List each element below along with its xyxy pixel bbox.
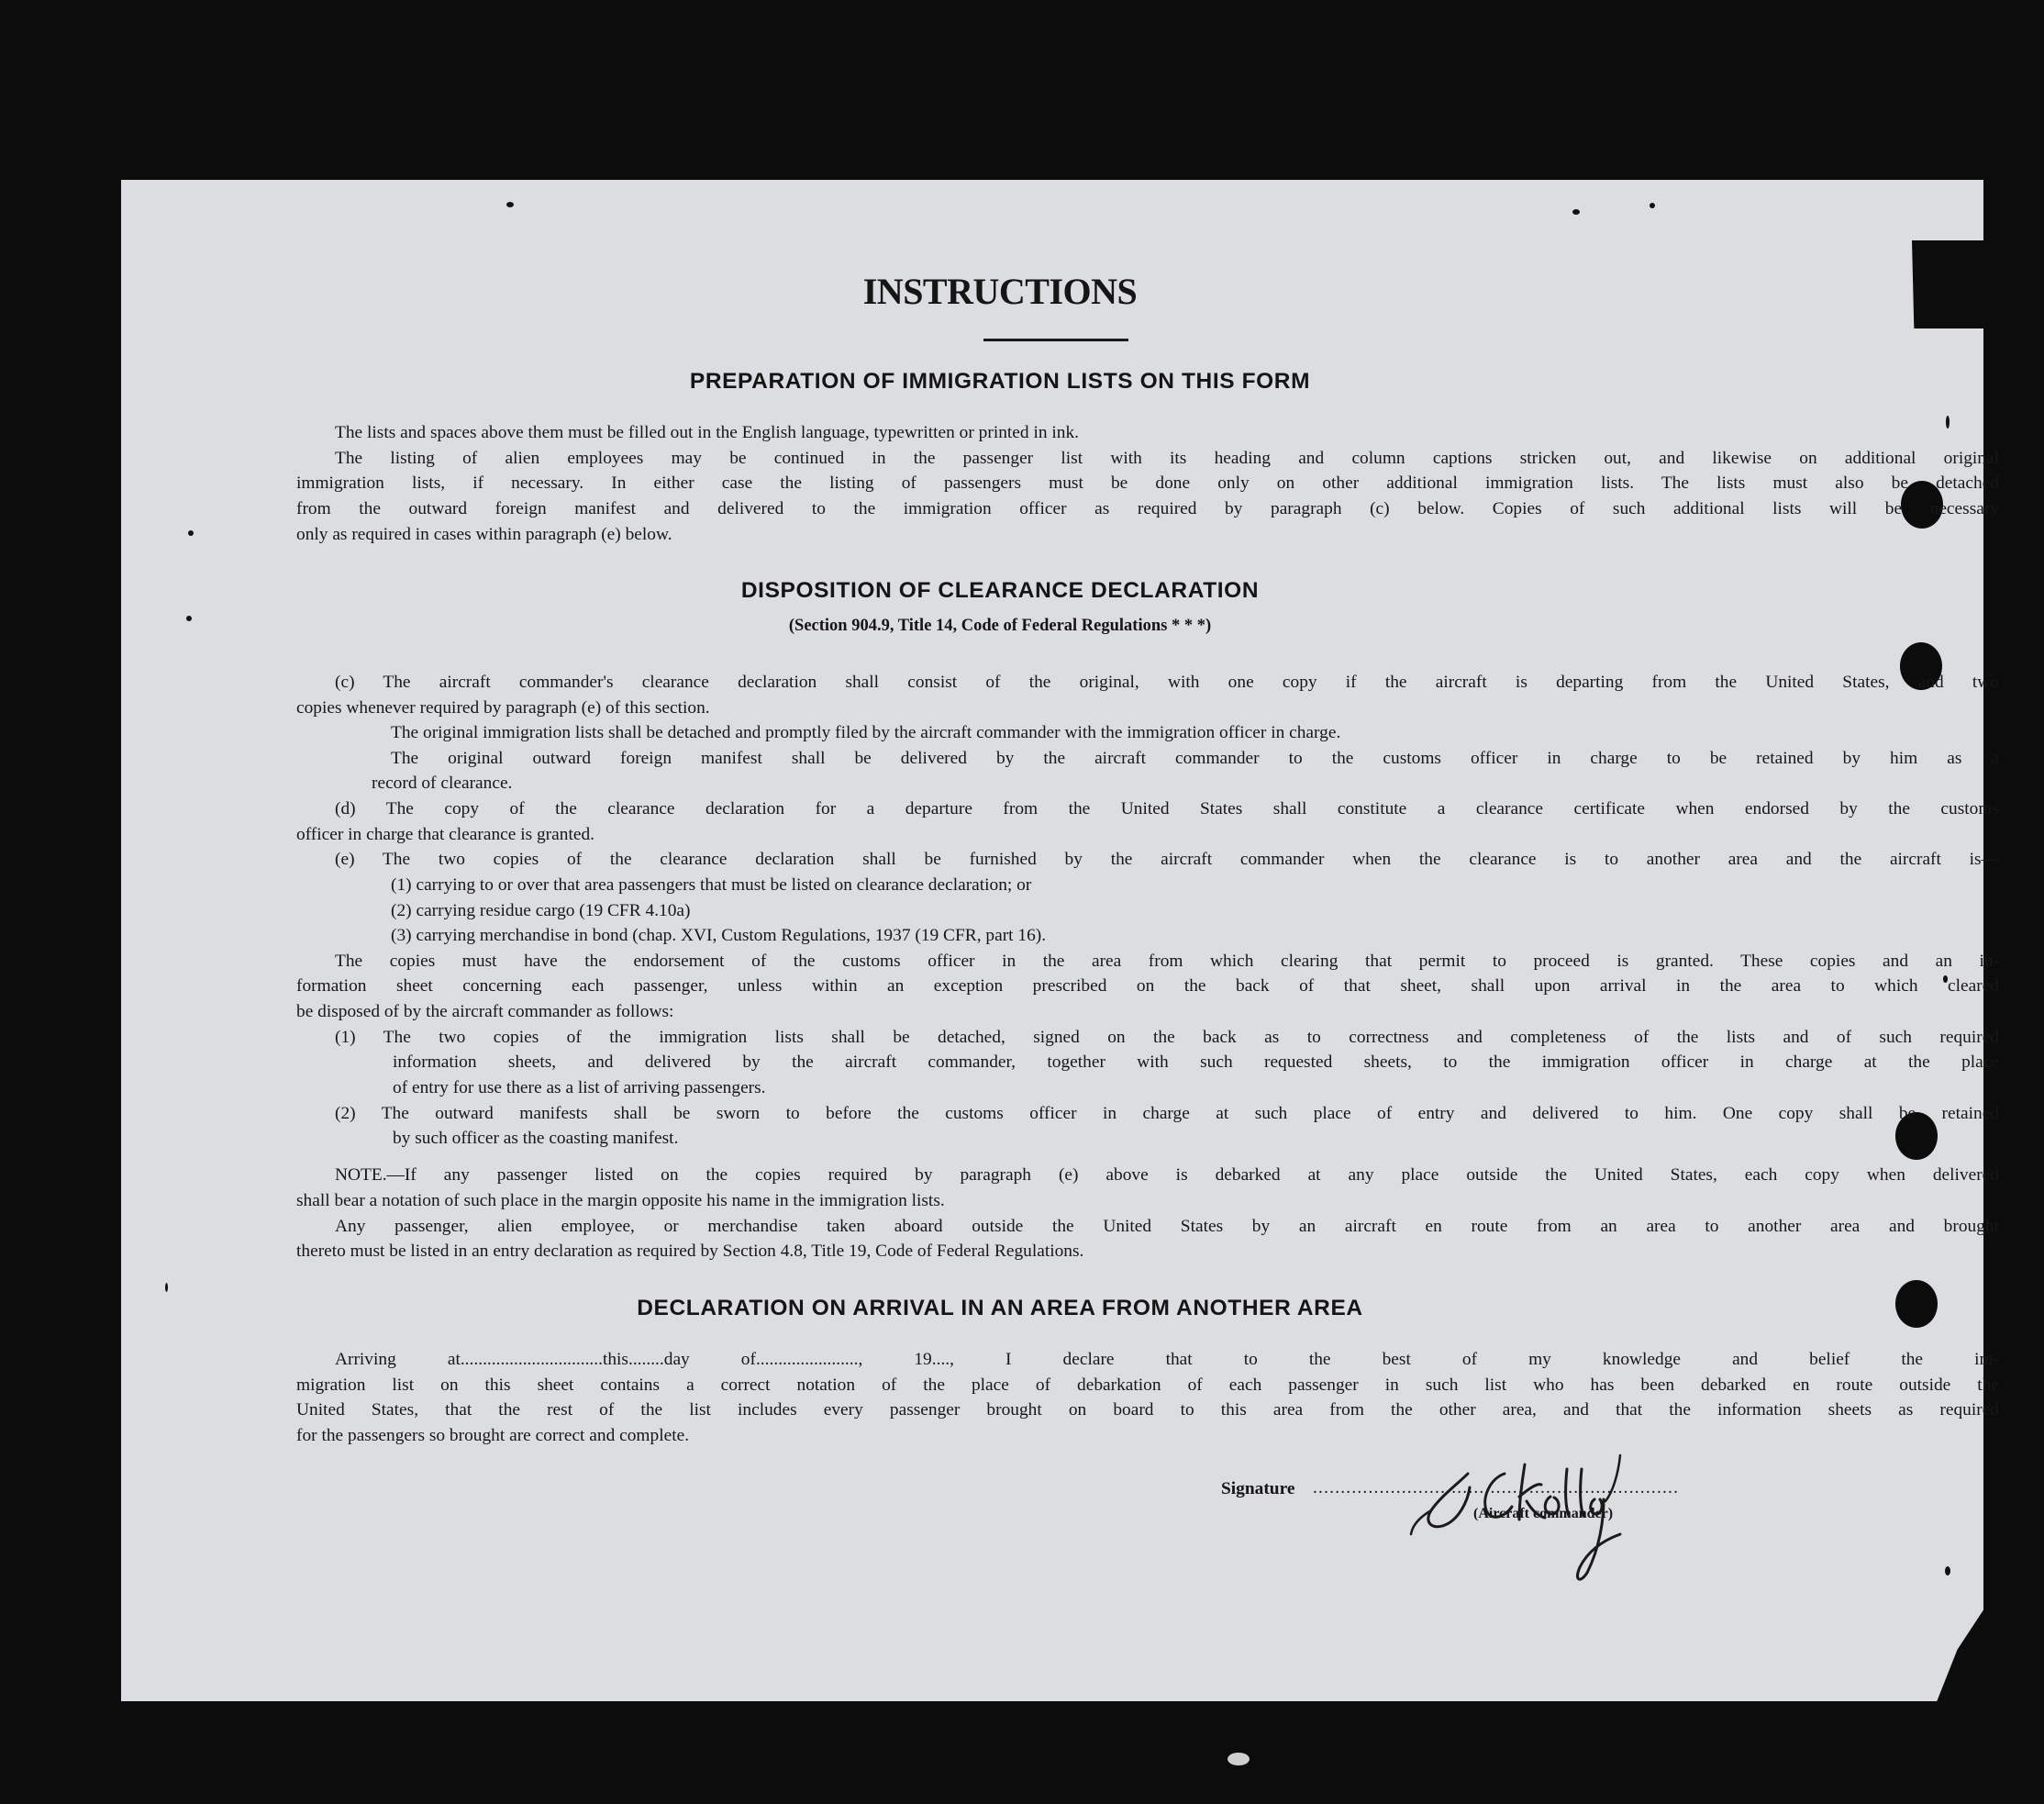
- speck: [1945, 1566, 1950, 1576]
- text-line: The original outward foreign manifest shall be delivered by the aircraft commander to the customs officer in charge to be retained by him as a: [391, 749, 1999, 768]
- text-line: copies whenever required by paragraph (e) of this section.: [296, 698, 710, 718]
- text-line: The copies must have the endorsement of the customs officer in the area from which clearing that permit to proceed is granted. These copies and an in-: [335, 952, 1999, 971]
- text-line: from the outward foreign manifest and delivered to the immigration officer as required by paragraph (c) below. Copies of such additional lists will be necessary: [296, 499, 1999, 518]
- speck: [1650, 203, 1655, 208]
- text-line: The listing of alien employees may be continued in the passenger list with its heading and column captions stricken out, and likewise on additional original: [335, 449, 1999, 468]
- section-heading-declaration: DECLARATION ON ARRIVAL IN AN AREA FROM ANOTHER AREA: [637, 1296, 1363, 1320]
- text-line: for the passengers so brought are correct and complete.: [296, 1426, 690, 1445]
- punch-hole-4: [1895, 1280, 1938, 1328]
- text-line: be disposed of by the aircraft commander as follows:: [296, 1002, 674, 1021]
- text-line: (2) carrying residue cargo (19 CFR 4.10a): [391, 901, 691, 920]
- text-line: Arriving at................................this........day of......................., 19...., I declare that to the best of my knowledge and belief the im-: [335, 1350, 1999, 1369]
- text-line: migration list on this sheet contains a correct notation of the place of debarkation of each passenger in such list who has been debarked en route outside the: [296, 1375, 1999, 1395]
- text-line: shall bear a notation of such place in the margin opposite his name in the immigration lists.: [296, 1191, 945, 1210]
- speck: [1946, 416, 1950, 429]
- text-line: officer in charge that clearance is granted.: [296, 825, 594, 844]
- text-line: thereto must be listed in an entry declaration as required by Section 4.8, Title 19, Code of Federal Regulations.: [296, 1242, 1084, 1261]
- text-line: The lists and spaces above them must be filled out in the English language, typewritten or printed in ink.: [335, 423, 1079, 442]
- text-line: only as required in cases within paragraph (e) below.: [296, 525, 672, 544]
- text-line: Any passenger, alien employee, or merchandise taken aboard outside the United States by an aircraft en route from an area to another area and brought: [335, 1217, 1999, 1236]
- text-line: (3) carrying merchandise in bond (chap. XVI, Custom Regulations, 1937 (19 CFR, part 16).: [391, 926, 1047, 945]
- signature-dotted-line: ..................................................................: [1313, 1478, 1680, 1498]
- signature-label: Signature: [1221, 1479, 1295, 1498]
- section-heading-disposition: DISPOSITION OF CLEARANCE DECLARATION: [740, 578, 1260, 603]
- text-line: of entry for use there as a list of arriving passengers.: [393, 1078, 766, 1097]
- speck: [188, 530, 194, 536]
- signature-caption: (Aircraft commander): [1473, 1506, 1614, 1521]
- speck: [1228, 1753, 1250, 1765]
- text-line: by such officer as the coasting manifest.: [393, 1129, 679, 1148]
- text-line: (c) The aircraft commander's clearance declaration shall consist of the original, with one copy if the aircraft is departing from the United States, and two: [335, 673, 1999, 692]
- text-line: formation sheet concerning each passenger, unless within an exception prescribed on the back of that sheet, shall upon arrival in the area to which cleared: [296, 976, 1999, 996]
- text-line: (2) The outward manifests shall be sworn to before the customs officer in charge at such place of entry and delivered to him. One copy shall be retained: [335, 1104, 1999, 1123]
- text-line: United States, that the rest of the list includes every passenger brought on board to this area from the other area, and that the information sheets as required: [296, 1400, 1999, 1420]
- speck: [1572, 209, 1580, 215]
- text-line: The original immigration lists shall be detached and promptly filed by the aircraft commander with the immigration officer in charge.: [391, 723, 1341, 742]
- title-rule: [983, 339, 1128, 341]
- section-heading-preparation: PREPARATION OF IMMIGRATION LISTS ON THIS FORM: [689, 369, 1311, 394]
- text-line: NOTE.—If any passenger listed on the copies required by paragraph (e) above is debarked at any place outside the United States, each copy when delivered: [335, 1165, 1999, 1185]
- speck: [165, 1283, 168, 1292]
- text-line: (1) The two copies of the immigration lists shall be detached, signed on the back as to correctness and completeness of the lists and of such required: [335, 1028, 1999, 1047]
- corner-tab-shadow: [1912, 240, 1983, 329]
- text-line: (e) The two copies of the clearance declaration shall be furnished by the aircraft commander when the clearance is to another area and the aircraft is—: [335, 850, 1999, 869]
- text-line: record of clearance.: [372, 774, 513, 793]
- handwritten-signature: [1404, 1446, 1679, 1584]
- text-line: (1) carrying to or over that area passengers that must be listed on clearance declaration; or: [391, 875, 1032, 895]
- document-title: INSTRUCTIONS: [862, 271, 1138, 312]
- speck: [506, 202, 514, 207]
- text-line: immigration lists, if necessary. In either case the listing of passengers must be done only on other additional immigration lists. The lists must also be detached: [296, 473, 1999, 493]
- section-subheading-regulations: (Section 904.9, Title 14, Code of Federal Regulations * * *): [788, 617, 1212, 635]
- text-line: (d) The copy of the clearance declaration for a departure from the United States shall constitute a clearance certificate when endorsed by the customs: [335, 799, 1999, 818]
- text-line: information sheets, and delivered by the aircraft commander, together with such requested sheets, to the immigration officer in charge at the place: [393, 1052, 1999, 1072]
